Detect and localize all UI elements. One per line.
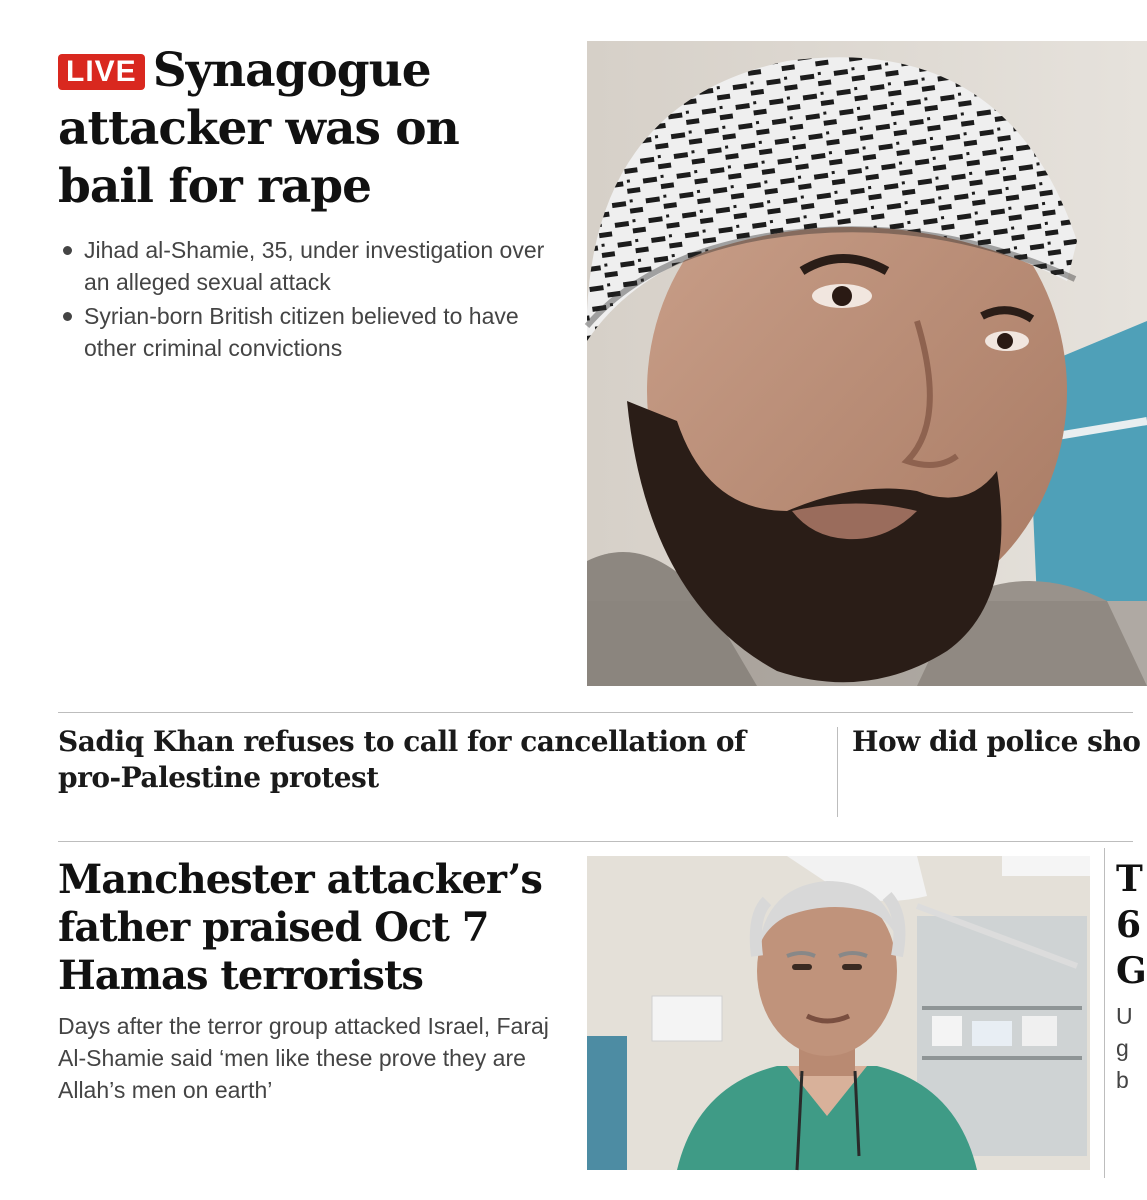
bullet-dot-icon (63, 312, 72, 321)
story3-headline-line[interactable]: G (1116, 950, 1147, 992)
story3-text-line: g (1116, 1035, 1129, 1061)
lead-headline-text[interactable]: Synagogue attacker was on bail for rape (58, 43, 459, 214)
lead-bullet-list (58, 234, 558, 364)
lead-bullet (58, 300, 558, 364)
lead-image[interactable] (587, 41, 1147, 686)
column-divider (1104, 848, 1105, 1178)
divider-middle (58, 841, 1133, 842)
lead-story[interactable] (58, 42, 558, 366)
story-manchester-father[interactable] (58, 856, 568, 1106)
story2-photo-illustration (587, 856, 1090, 1170)
related-link-sadiq-khan[interactable] (58, 724, 798, 796)
live-badge: LIVE (58, 54, 145, 90)
story3-headline-line[interactable]: T (1116, 858, 1143, 900)
story2-headline[interactable]: Manchester attacker’s father praised Oct 7 Hamas terrorists (58, 856, 542, 999)
lead-headline[interactable] (58, 42, 558, 216)
story2-standfirst: Days after the terror group attacked Israel, Faraj Al-Shamie said ‘men like these prove they are Allah’s men on earth’ (58, 1013, 549, 1103)
related-link-text[interactable]: Sadiq Khan refuses to call for cancellation of pro-Palestine protest (58, 725, 746, 794)
story3-clipped[interactable] (1116, 856, 1147, 1096)
lead-photo-illustration (587, 41, 1147, 686)
column-divider (837, 727, 838, 817)
related-link-police[interactable] (852, 724, 1141, 760)
story3-text-line: U (1116, 1003, 1133, 1029)
divider-top (58, 712, 1133, 713)
story3-headline-line[interactable]: 6 (1116, 904, 1142, 946)
story3-text-line: b (1116, 1067, 1129, 1093)
bullet-dot-icon (63, 246, 72, 255)
lead-bullet (58, 234, 558, 298)
related-link-text[interactable]: How did police sho (852, 725, 1141, 758)
lead-bullet-text: Jihad al-Shamie, 35, under investigation over an alleged sexual attack (84, 237, 545, 295)
story2-image[interactable] (587, 856, 1090, 1170)
lead-bullet-text: Syrian-born British citizen believed to have other criminal convictions (84, 303, 519, 361)
